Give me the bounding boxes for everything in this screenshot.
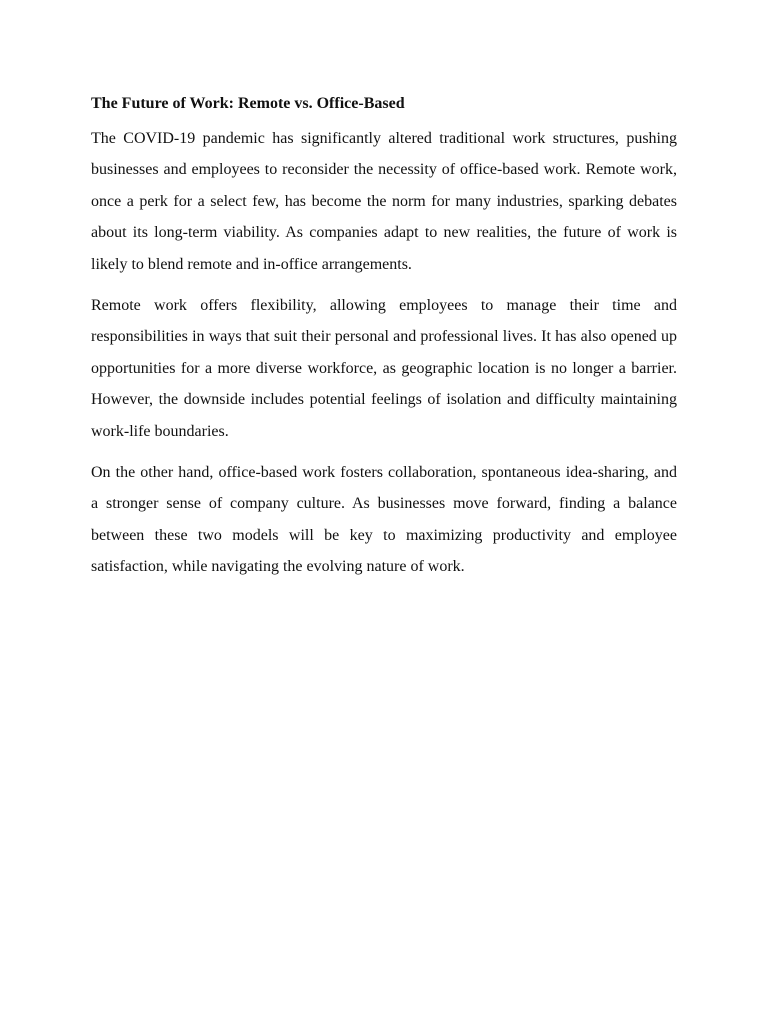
paragraph-intro: The COVID-19 pandemic has significantly altered traditional work structures, pushing businesses and employees to reconsider the necessity of office-based work. Remote work, once a perk for a select few, has become the norm for many industries, sparking debates about its long-term viability. As companies adapt to new realities, the future of work is likely to blend remote and in-office arrangements. [91, 130, 677, 273]
document-body [91, 91, 677, 593]
paragraph-remote-work: Remote work offers flexibility, allowing employees to manage their time and responsibilities in ways that suit their personal and professional lives. It has also opened up opportunities for a more diverse workforce, as geographic location is no longer a barrier. However, the downside includes potential feelings of isolation and difficulty maintaining work-life boundaries. [91, 297, 677, 440]
paragraph-office-work: On the other hand, office-based work fosters collaboration, spontaneous idea-sharing, and a stronger sense of company culture. As businesses move forward, finding a balance between these two models will be key to maximizing productivity and employee satisfaction, while navigating the evolving nature of work. [91, 464, 677, 576]
document-title: The Future of Work: Remote vs. Office-Based [91, 95, 405, 112]
